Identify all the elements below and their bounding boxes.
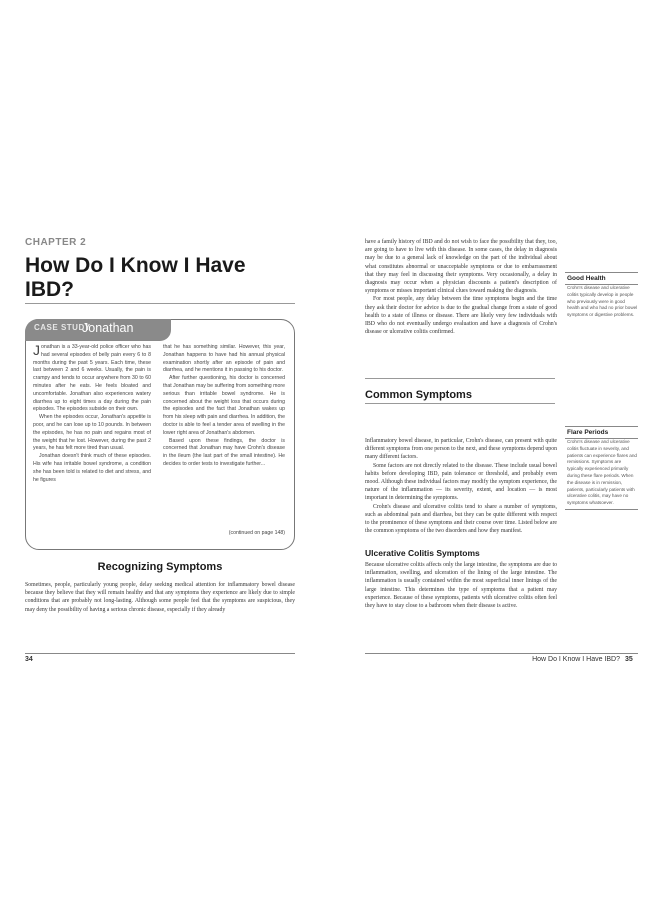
body-paragraph: Sometimes, people, particularly young people, delay seeking medical attention for inflammatory bowel disease because they believe that they will remain healthy and that any symptoms they experience are likely due to simple conditions that are probably not long-lasting. Although some people feel that the symptoms are suspicious, they may deny the possibility of having a serious chronic disease, especially if they already	[25, 582, 295, 613]
body-paragraph: Some factors are not directly related to the disease. These include usual bowel habits before developing IBD, pain tolerance or threshold, and probably even mood. Although these individual factors may modify the symptom experience, the nature of the inflammation — its severity, extent, and location — is most important in determining the symptoms.	[365, 462, 557, 502]
body-paragraph: For most people, any delay between the time symptoms begin and the time they ask their doctor for advice is due to the gradual change from a state of good health to a state of illness or disease. There are likely very few individuals with IBD who do not eventually undergo evaluation and have a diagnosis of Crohn's disease or ulcerative colitis confirmed.	[365, 296, 557, 336]
body-text-left	[25, 581, 295, 614]
case-study-name: Jonathan	[82, 321, 134, 335]
case-study-column-2	[163, 344, 285, 469]
sidebar-flare-periods	[565, 426, 638, 510]
sidebar-text: Crohn's disease and ulcerative colitis fluctuate in severity, and patients can experience flares and remissions. Symptoms are typically experienced primarily during these flare periods. When the disease is in remission, patients, particularly patients with ulcerative colitis, may have no symptoms whatsoever.	[567, 439, 637, 506]
continued-note: (continued on page 148)	[228, 530, 285, 536]
sidebar-good-health	[565, 272, 638, 319]
footer-rule-right	[365, 653, 638, 654]
subheading-ulcerative-colitis: Ulcerative Colitis Symptoms	[365, 548, 480, 558]
body-text-right-top	[365, 238, 557, 336]
section-heading-recognizing: Recognizing Symptoms	[97, 561, 223, 573]
sidebar-rule	[565, 509, 638, 510]
sidebar-title: Good Health	[567, 275, 606, 282]
chapter-title: How Do I Know I Have IBD?	[25, 254, 246, 301]
body-paragraph: Because ulcerative colitis affects only the large intestine, the symptoms are due to inflammation, swelling, and ulceration of the lining of the large intestine. The inflammation is usually contained within the most superficial inner linings of the large intestine. This determines the type of symptoms that a patient may experience. Because of these symptoms, patients with ulcerative colitis often feel they have to stay close to a bathroom when their disease is active.	[365, 562, 557, 610]
title-rule	[25, 303, 295, 304]
body-paragraph: have a family history of IBD and do not wish to face the possibility that they, too, are going to have to live with this disease. In some cases, the delay in diagnosis may be due to a general lack of knowledge on the part of the individual about what constitutes abnormal or unacceptable symptoms or due to embarrassment that they may feel in discussing their symptoms. Very occasionally, a delay in diagnosis may occur when a physician discounts a patient's description of symptoms or misses important clinical clues toward making the diagnosis.	[365, 239, 557, 295]
case-paragraph: After further questioning, his doctor is concerned that Jonathan may be suffering from something more serious than irritable bowel syndrome. He is concerned about the weight loss that occurs during the episodes and the fact that Jonathan wakes up from his sleep with pain and diarrhea. In addition, the doctor is able to feel a tender area of swelling in the lower right area of Jonathan's abdomen.	[163, 375, 285, 436]
section-rule-bottom	[365, 403, 555, 404]
case-paragraph: that he has something similar. However, this year, Jonathan happens to have had his annual physical examination shortly after an episode of pain and diarrhea, and he mentions it in passing to his doctor.	[163, 344, 285, 374]
body-text-uc	[365, 561, 557, 610]
case-paragraph: Jonathan doesn't think much of these episodes. His wife has irritable bowel syndrome, a condition she has been told is related to diet and stress, and he figures	[33, 453, 151, 483]
body-paragraph: Inflammatory bowel disease, in particular, Crohn's disease, can present with quite different symptoms from one person to the next, and these symptoms depend upon many different factors.	[365, 438, 557, 461]
case-paragraph: onathan is a 33-year-old police officer who has had several episodes of belly pain every 6 to 8 months during the past 5 years. Each time, these last between 2 and 6 weeks. Usually, the pain is crampy and tends to occur anywhere from 30 to 60 minutes after he eats. He feels bloated and uncomfortable. Jonathan also experiences watery diarrhea up to eight times a day during the pain episodes. The episodes subside on their own.	[33, 344, 151, 413]
page-number-right: 35	[625, 656, 633, 663]
footer-rule-left	[25, 653, 295, 654]
sidebar-title: Flare Periods	[567, 429, 609, 436]
section-rule-top	[365, 378, 555, 379]
chapter-label: CHAPTER 2	[25, 237, 87, 248]
page-number-left: 34	[25, 656, 33, 663]
case-study-label: CASE STUDY	[34, 323, 91, 332]
body-paragraph: Crohn's disease and ulcerative colitis tend to share a number of symptoms, such as abdominal pain and diarrhea, but they can be quite different with respect to the prominence of these symptoms and their course over time. Listed below are the common symptoms of the two disorders and how they manifest.	[365, 503, 557, 535]
case-paragraph: When the episodes occur, Jonathan's appetite is poor, and he can lose up to 10 pounds. In between the episodes, he has no pain and regains most of the weight that he lost. However, during the past 2 years, he has felt more tired than usual.	[33, 414, 151, 452]
sidebar-text: Crohn's disease and ulcerative colitis typically develop in people who previously were in good health and who had no prior bowel symptoms or digestive problems.	[567, 285, 638, 318]
section-heading-common: Common Symptoms	[365, 389, 472, 401]
dropcap: J	[33, 342, 40, 358]
running-head: How Do I Know I Have IBD?	[532, 656, 620, 663]
case-study-column-1	[33, 344, 151, 484]
case-paragraph: Based upon these findings, the doctor is concerned that Jonathan may have Crohn's disease in the ileum (the last part of the small intestine). He decides to order tests to investigate further...	[163, 437, 285, 467]
body-text-common	[365, 437, 557, 535]
